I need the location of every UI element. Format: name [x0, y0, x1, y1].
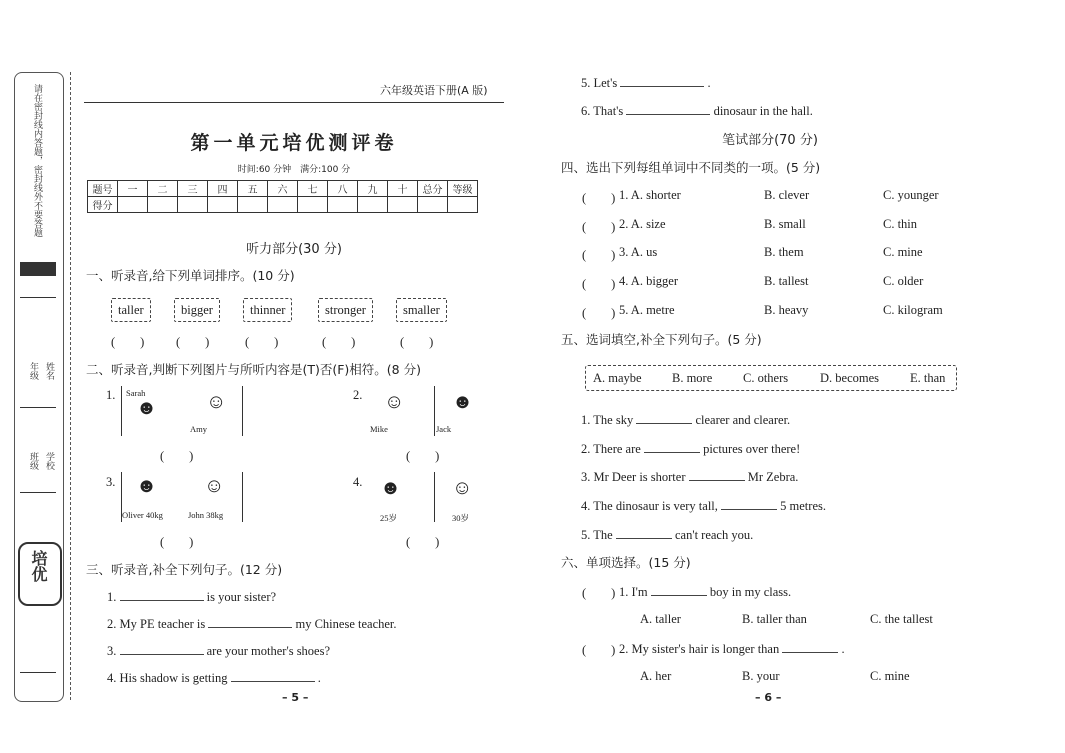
answer-blank[interactable]: [721, 497, 777, 510]
sentence-text: 6. That's: [581, 104, 624, 118]
score-header-cell: 八: [328, 181, 358, 197]
answer-paren[interactable]: ( ): [582, 220, 616, 234]
sentence-text: 1. I'm: [619, 585, 648, 599]
section-2-heading: 二、听录音,判断下列图片与所听内容是(T)否(F)相符。(8 分): [86, 362, 421, 377]
score-label-cell: 得分: [88, 197, 118, 213]
picture-frame: [368, 386, 488, 436]
score-header-cell: 五: [238, 181, 268, 197]
sentence-text: pictures over there!: [703, 442, 801, 456]
fill-sentence: [107, 642, 330, 659]
option-c: C. thin: [883, 217, 918, 231]
item-number: 4.: [353, 475, 363, 489]
girl-figure-icon: ☺: [206, 391, 227, 413]
picture-frame: [121, 386, 243, 436]
girl-figure-icon: ☻: [136, 397, 158, 419]
answer-paren[interactable]: ( ): [406, 535, 440, 549]
written-heading: 笔试部分(70 分): [722, 133, 818, 148]
item-number: 3.: [106, 475, 116, 489]
sentence-text: clearer and clearer.: [695, 413, 791, 427]
sentence-text: 2. My sister's hair is longer than: [619, 642, 780, 656]
answer-blank[interactable]: [782, 640, 838, 653]
answer-blank[interactable]: [616, 526, 672, 539]
option-a: 3. A. us: [619, 245, 658, 259]
score-header-cell: 十: [388, 181, 418, 197]
word-bank-option: C. others: [743, 371, 789, 385]
picture-caption: John 38kg: [188, 510, 224, 520]
option-c: C. kilogram: [883, 303, 943, 317]
sentence-text: 5. The: [581, 528, 613, 542]
answer-paren[interactable]: ( ): [160, 449, 194, 463]
fill-sentence: [581, 102, 813, 119]
score-header-cell: 二: [148, 181, 178, 197]
fill-sentence: [107, 669, 321, 686]
picture-frame: [368, 472, 488, 522]
score-cell[interactable]: [358, 197, 388, 213]
fill-sentence: [107, 615, 397, 632]
section-1-heading: 一、听录音,给下列单词排序。(10 分): [86, 268, 295, 283]
option-a: 4. A. bigger: [619, 274, 679, 288]
frame-line: [434, 472, 435, 522]
option-b: B. tallest: [764, 274, 809, 288]
score-header-cell: 题号: [88, 181, 118, 197]
fill-sentence: [581, 440, 800, 457]
option-a: 5. A. metre: [619, 303, 675, 317]
binding-divider-2: [20, 407, 56, 408]
section-3-heading: 三、听录音,补全下列句子。(12 分): [86, 562, 283, 577]
fill-sentence: [581, 411, 790, 428]
binding-divider-4: [20, 672, 56, 673]
option-c: C. younger: [883, 188, 939, 202]
fill-sentence: [581, 497, 826, 514]
page-number-left: – 5 –: [282, 691, 309, 704]
score-header-cell: 六: [268, 181, 298, 197]
sentence-text: 4. The dinosaur is very tall,: [581, 499, 718, 513]
answer-paren[interactable]: ( ): [582, 643, 616, 657]
header-rule: [84, 102, 504, 103]
score-header-cell: 四: [208, 181, 238, 197]
choice-a[interactable]: A. taller: [640, 612, 681, 626]
brand-logo-text: 培优: [29, 550, 46, 582]
score-cell[interactable]: [268, 197, 298, 213]
section-5-heading: 五、选词填空,补全下列句子。(5 分): [561, 332, 762, 347]
class-label: 班级: [29, 452, 39, 470]
answer-paren[interactable]: ( ): [582, 586, 616, 600]
answer-paren[interactable]: ( ): [406, 449, 440, 463]
sentence-text: 5. Let's: [581, 76, 618, 90]
option-a: 1. A. shorter: [619, 188, 681, 202]
fill-sentence: [107, 588, 276, 605]
score-cell[interactable]: [208, 197, 238, 213]
word-bank-option: D. becomes: [820, 371, 880, 385]
score-cell[interactable]: [328, 197, 358, 213]
score-cell[interactable]: [148, 197, 178, 213]
picture-caption: Jack: [436, 424, 452, 434]
answer-blank[interactable]: [231, 669, 315, 682]
name-label: 姓名: [45, 362, 55, 380]
score-cell[interactable]: [388, 197, 418, 213]
choice-b[interactable]: B. taller than: [742, 612, 807, 626]
seal-line: [70, 72, 71, 700]
answer-paren[interactable]: ( ): [582, 191, 616, 205]
option-b: B. small: [764, 217, 806, 231]
option-b: B. them: [764, 245, 804, 259]
boy-figure-icon: ☻: [136, 475, 158, 497]
option-a: 2. A. size: [619, 217, 666, 231]
sentence-text: 2. There are: [581, 442, 641, 456]
answer-blank[interactable]: [644, 440, 700, 453]
answer-paren[interactable]: ( ): [111, 335, 145, 349]
word-box: stronger: [318, 298, 373, 322]
score-cell[interactable]: [298, 197, 328, 213]
section-6-heading: 六、单项选择。(15 分): [561, 555, 691, 570]
sentence-text: boy in my class.: [709, 585, 792, 599]
answer-blank[interactable]: [626, 102, 710, 115]
word-box: bigger: [174, 298, 220, 322]
page-number-right: – 6 –: [755, 691, 782, 704]
score-row: [88, 197, 478, 213]
section-4-heading: 四、选出下列每组单词中不同类的一项。(5 分): [561, 160, 821, 175]
answer-blank[interactable]: [208, 615, 292, 628]
score-table: [87, 180, 478, 213]
word-bank-option: B. more: [672, 371, 713, 385]
option-b: B. clever: [764, 188, 810, 202]
answer-paren[interactable]: ( ): [160, 535, 194, 549]
grade-label: 年级: [29, 362, 39, 380]
sentence-text: is your sister?: [206, 590, 277, 604]
score-header-cell: 三: [178, 181, 208, 197]
score-header-cell: 一: [118, 181, 148, 197]
seal-notice: 请在密封线内答题，密封线外不要答题: [33, 84, 43, 237]
answer-paren[interactable]: ( ): [245, 335, 279, 349]
sentence-text: dinosaur in the hall.: [713, 104, 813, 118]
sentence-text: my Chinese teacher.: [295, 617, 397, 631]
picture-caption: Amy: [190, 424, 207, 434]
sentence-text: .: [317, 671, 321, 685]
sentence-text: 1. The sky: [581, 413, 634, 427]
choice-c[interactable]: C. the tallest: [870, 612, 933, 626]
option-c: C. older: [883, 274, 924, 288]
fill-sentence: [581, 526, 753, 543]
sentence-text: 4. His shadow is getting: [107, 671, 228, 685]
binding-divider-3: [20, 492, 56, 493]
picture-frame: [121, 472, 243, 522]
binding-dark-label: [20, 262, 56, 276]
school-label: 学校: [45, 452, 55, 470]
answer-blank[interactable]: [689, 468, 745, 481]
sentence-text: 1.: [107, 590, 117, 604]
sentence-text: 2. My PE teacher is: [107, 617, 206, 631]
answer-paren[interactable]: ( ): [322, 335, 356, 349]
answer-blank[interactable]: [636, 411, 692, 424]
man-figure-icon: ☺: [452, 477, 473, 499]
answer-blank[interactable]: [120, 642, 204, 655]
answer-paren[interactable]: ( ): [582, 248, 616, 262]
sentence-text: are your mother's shoes?: [206, 644, 331, 658]
answer-paren[interactable]: ( ): [400, 335, 434, 349]
word-box: taller: [111, 298, 151, 322]
word-bank: [585, 365, 957, 391]
boy-figure-icon: ☺: [384, 391, 405, 413]
answer-blank[interactable]: [620, 74, 704, 87]
sentence-text: .: [841, 642, 845, 656]
boy-figure-icon: ☺: [204, 475, 225, 497]
answer-paren[interactable]: ( ): [582, 277, 616, 291]
picture-caption: Sarah: [126, 388, 146, 398]
choice-a[interactable]: A. her: [640, 669, 672, 683]
option-c: C. mine: [883, 245, 923, 259]
sentence-text: 3.: [107, 644, 117, 658]
score-cell[interactable]: [178, 197, 208, 213]
score-header-cell: 等级: [448, 181, 478, 197]
word-bank-option: A. maybe: [593, 371, 642, 385]
score-cell[interactable]: [118, 197, 148, 213]
sentence-text: 5 metres.: [780, 499, 826, 513]
question-stem: [619, 583, 791, 600]
answer-blank[interactable]: [120, 588, 204, 601]
picture-caption: 25岁: [380, 513, 398, 523]
answer-paren[interactable]: ( ): [582, 306, 616, 320]
brand-logo: [18, 542, 62, 606]
boy-figure-icon: ☻: [380, 477, 402, 499]
binding-strip: [14, 72, 64, 700]
choice-c[interactable]: C. mine: [870, 669, 910, 683]
picture-caption: 30岁: [452, 513, 470, 523]
score-header-cell: 总分: [418, 181, 448, 197]
score-header-cell: 九: [358, 181, 388, 197]
question-stem: [619, 640, 845, 657]
binding-divider: [20, 297, 56, 298]
answer-blank[interactable]: [651, 583, 707, 596]
score-table-wrap: [87, 180, 478, 213]
score-cell[interactable]: [448, 197, 478, 213]
sentence-text: Mr Zebra.: [747, 470, 799, 484]
page-title: 第一单元培优测评卷: [190, 132, 398, 154]
fill-sentence: [581, 468, 798, 485]
answer-paren[interactable]: ( ): [176, 335, 210, 349]
sentence-text: can't reach you.: [674, 528, 754, 542]
choice-b[interactable]: B. your: [742, 669, 780, 683]
score-cell[interactable]: [238, 197, 268, 213]
book-header: 六年级英语下册(A 版): [380, 84, 488, 97]
score-header-cell: 七: [298, 181, 328, 197]
exam-info: 时间:60 分钟 满分:100 分: [237, 165, 351, 175]
boy-figure-icon: ☻: [452, 391, 474, 413]
listening-heading: 听力部分(30 分): [246, 242, 342, 257]
fill-sentence: [581, 74, 711, 91]
picture-caption: Mike: [370, 424, 388, 434]
sentence-text: 3. Mr Deer is shorter: [581, 470, 686, 484]
sentence-text: .: [707, 76, 711, 90]
option-b: B. heavy: [764, 303, 809, 317]
frame-line: [434, 386, 435, 436]
word-box: smaller: [396, 298, 447, 322]
word-bank-option: E. than: [910, 371, 946, 385]
word-box: thinner: [243, 298, 292, 322]
item-number: 2.: [353, 388, 363, 402]
score-header-row: [88, 181, 478, 197]
picture-caption: Oliver 40kg: [122, 510, 163, 520]
score-cell[interactable]: [418, 197, 448, 213]
item-number: 1.: [106, 388, 116, 402]
